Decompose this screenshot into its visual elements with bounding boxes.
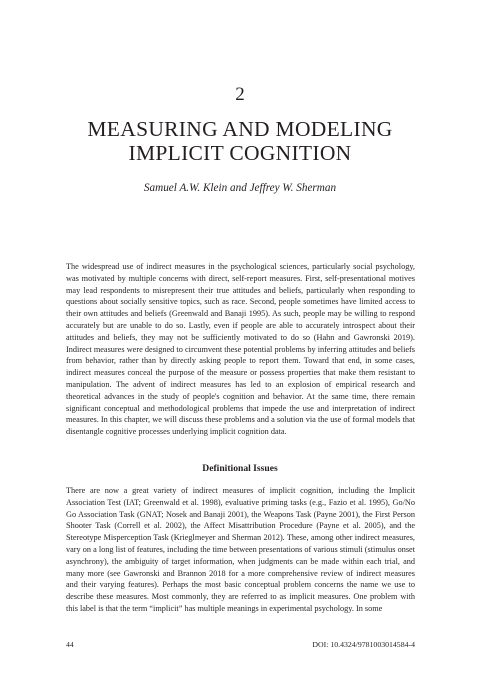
page-footer (66, 640, 415, 650)
chapter-number: 2 (235, 84, 245, 105)
chapter-title-line-2: IMPLICIT COGNITION (128, 141, 352, 165)
chapter-title-line-1: MEASURING AND MODELING (87, 117, 393, 141)
chapter-title (40, 117, 440, 165)
section-heading: Definitional Issues (202, 463, 278, 474)
page-number: 44 (66, 640, 74, 649)
body-paragraph: There are now a great variety of indirect measures of implicit cognition, including the Implicit Association Test (IAT; Greenwald et al. 1998), evaluative priming tasks (e.g., Fazio et al. 1995), Go/No Go Association Task (GNAT; Nosek and Banaji 2001), the Weapons Task (Payne 2001), the First Person Shooter Task (Correll et al. 2002), the Affect Misattribution Procedure (Payne et al. 2005), and the Stereotype Misperception Task (Krieglmeyer and Sherman 2012). These, among other indirect measures, vary on a long list of features, including the time between presentations of various stimuli (stimulus onset asynchrony), the ambiguity of target information, when judgments can be made within each trial, and many more (see Gawronski and Brannon 2018 for a more comprehensive review of indirect measures and their varying features). Perhaps the most basic conceptual problem concerns the name we use to describe these measures. Most commonly, they are referred to as implicit measures. One problem with this label is that the term “implicit” has multiple meanings in experimental psychology. In some (66, 486, 415, 613)
doi-text: DOI: 10.4324/9781003014584-4 (312, 640, 415, 649)
abstract-paragraph: The widespread use of indirect measures in the psychological sciences, particularly social psychology, was motivated by multiple concerns with direct, self-report measures. First, self-presentational motives may lead respondents to misrepresent their true attitudes and beliefs, particularly when responding to questions about socially sensitive topics, such as race. Second, people sometimes have limited access to their own attitudes and beliefs (Greenwald and Banaji 1995). As such, people may be willing to respond accurately but are unable to do so. Lastly, even if people are able to accurately introspect about their attitudes and beliefs, they may not be sufficiently motivated to do so (Hahn and Gawronski 2019). Indirect measures were designed to circumvent these potential problems by inferring attitudes and beliefs from behavior, rather than by directly asking people to report them. Toward that end, in some cases, indirect measures conceal the purpose of the measure or possess properties that make them resistant to manipulation. The advent of indirect measures has led to an explosion of empirical research and theoretical advances in the study of people's cognition and behavior. At the same time, there remain significant conceptual and methodological problems that impede the use and interpretation of indirect measures. In this chapter, we will discuss these problems and a solution via the use of formal models that disentangle cognitive processes underlying implicit cognition data. (66, 262, 415, 437)
chapter-authors: Samuel A.W. Klein and Jeffrey W. Sherman (143, 182, 337, 194)
